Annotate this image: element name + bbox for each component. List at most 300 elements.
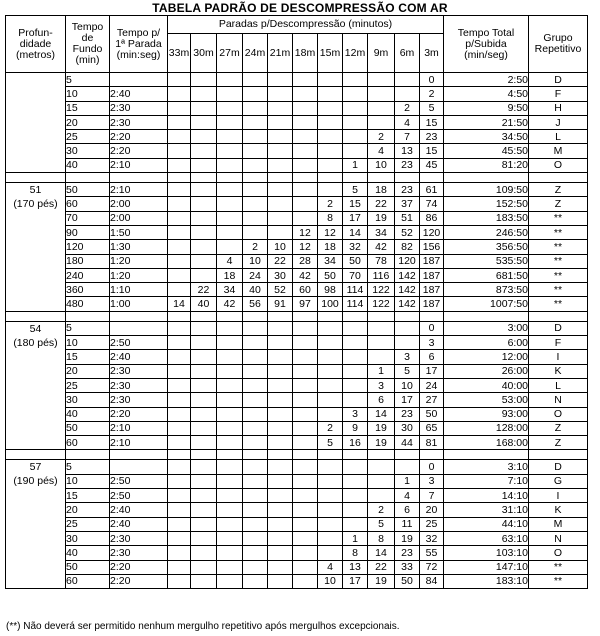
stop-cell bbox=[318, 460, 343, 474]
group-cell: ** bbox=[529, 225, 588, 239]
stop-cell: 91 bbox=[268, 297, 293, 311]
stop-cell bbox=[191, 115, 217, 129]
stop-cell bbox=[343, 144, 368, 158]
stop-cell: 23 bbox=[395, 158, 420, 172]
table-row bbox=[6, 115, 588, 129]
group-cell: ** bbox=[529, 211, 588, 225]
stop-cell: 82 bbox=[395, 240, 420, 254]
total-time-cell: 3:10 bbox=[444, 460, 529, 474]
stop-cell: 3 bbox=[395, 350, 420, 364]
stop-cell bbox=[318, 73, 343, 87]
stop-cell bbox=[168, 421, 191, 435]
total-time-cell: 14:10 bbox=[444, 489, 529, 503]
stop-cell bbox=[343, 73, 368, 87]
bottom-time-cell: 480 bbox=[66, 297, 110, 311]
stop-cell: 22 bbox=[368, 197, 395, 211]
stop-cell bbox=[191, 240, 217, 254]
group-cell: ** bbox=[529, 283, 588, 297]
stop-cell: 6 bbox=[395, 503, 420, 517]
stop-cell bbox=[293, 503, 318, 517]
first-stop-cell: 2:00 bbox=[110, 211, 168, 225]
stop-cell: 40 bbox=[191, 297, 217, 311]
stop-cell bbox=[217, 407, 243, 421]
stop-cell: 15 bbox=[420, 115, 444, 129]
group-cell: ** bbox=[529, 297, 588, 311]
stop-cell: 14 bbox=[368, 407, 395, 421]
stop-cell: 114 bbox=[343, 283, 368, 297]
stop-cell bbox=[293, 73, 318, 87]
stop-cell bbox=[217, 240, 243, 254]
table-row bbox=[6, 560, 588, 574]
header-stop-12m: 12m bbox=[343, 34, 368, 73]
bottom-time-cell: 60 bbox=[66, 197, 110, 211]
stop-cell bbox=[217, 197, 243, 211]
stop-cell: 1 bbox=[395, 474, 420, 488]
stop-cell: 142 bbox=[395, 297, 420, 311]
group-cell: D bbox=[529, 73, 588, 87]
stop-cell bbox=[293, 574, 318, 588]
stop-cell bbox=[268, 336, 293, 350]
total-time-cell: 873:50 bbox=[444, 283, 529, 297]
stop-cell: 34 bbox=[318, 254, 343, 268]
first-stop-cell: 2:40 bbox=[110, 350, 168, 364]
stop-cell: 3 bbox=[420, 474, 444, 488]
stop-cell bbox=[243, 393, 268, 407]
stop-cell bbox=[293, 197, 318, 211]
stop-cell: 116 bbox=[368, 268, 395, 282]
group-cell: K bbox=[529, 503, 588, 517]
stop-cell bbox=[343, 115, 368, 129]
total-time-cell: 152:50 bbox=[444, 197, 529, 211]
decompression-table bbox=[5, 15, 588, 589]
stop-cell bbox=[243, 531, 268, 545]
stop-cell: 32 bbox=[343, 240, 368, 254]
first-stop-cell: 2:30 bbox=[110, 531, 168, 545]
group-cell: H bbox=[529, 101, 588, 115]
group-cell: D bbox=[529, 321, 588, 335]
table-row bbox=[6, 436, 588, 450]
stop-cell bbox=[168, 364, 191, 378]
stop-cell bbox=[217, 546, 243, 560]
stop-cell bbox=[217, 73, 243, 87]
total-time-cell: 1007:50 bbox=[444, 297, 529, 311]
stop-cell: 0 bbox=[420, 321, 444, 335]
total-time-cell: 246:50 bbox=[444, 225, 529, 239]
stop-cell bbox=[343, 321, 368, 335]
stop-cell bbox=[293, 158, 318, 172]
stop-cell bbox=[268, 393, 293, 407]
stop-cell bbox=[191, 268, 217, 282]
stop-cell: 8 bbox=[318, 211, 343, 225]
stop-cell: 19 bbox=[368, 211, 395, 225]
stop-cell bbox=[268, 517, 293, 531]
depth-label: 57 bbox=[29, 461, 42, 474]
stop-cell bbox=[318, 321, 343, 335]
stop-cell bbox=[318, 517, 343, 531]
stop-cell bbox=[217, 321, 243, 335]
total-time-cell: 535:50 bbox=[444, 254, 529, 268]
group-cell: N bbox=[529, 393, 588, 407]
stop-cell bbox=[191, 197, 217, 211]
stop-cell bbox=[395, 321, 420, 335]
stop-cell bbox=[217, 101, 243, 115]
stop-cell: 120 bbox=[420, 225, 444, 239]
stop-cell: 2 bbox=[368, 130, 395, 144]
stop-cell bbox=[293, 144, 318, 158]
stop-cell bbox=[191, 378, 217, 392]
first-stop-cell: 2:30 bbox=[110, 393, 168, 407]
stop-cell bbox=[191, 101, 217, 115]
stop-cell bbox=[191, 144, 217, 158]
header-stop-24m: 24m bbox=[243, 34, 268, 73]
stop-cell bbox=[191, 393, 217, 407]
table-row bbox=[6, 421, 588, 435]
bottom-time-cell: 50 bbox=[66, 183, 110, 197]
first-stop-cell: 2:10 bbox=[110, 158, 168, 172]
stop-cell bbox=[243, 101, 268, 115]
group-cell: ** bbox=[529, 574, 588, 588]
stop-cell: 19 bbox=[395, 531, 420, 545]
stop-cell: 5 bbox=[395, 364, 420, 378]
stop-cell bbox=[191, 321, 217, 335]
group-cell: ** bbox=[529, 254, 588, 268]
stop-cell bbox=[368, 101, 395, 115]
stop-cell bbox=[343, 393, 368, 407]
table-row bbox=[6, 321, 588, 335]
stop-cell bbox=[168, 350, 191, 364]
stop-cell bbox=[243, 115, 268, 129]
stop-cell: 142 bbox=[395, 283, 420, 297]
stop-cell bbox=[293, 87, 318, 101]
stop-cell: 81 bbox=[420, 436, 444, 450]
bottom-time-cell: 20 bbox=[66, 364, 110, 378]
stop-cell: 19 bbox=[368, 574, 395, 588]
stop-cell bbox=[343, 489, 368, 503]
stop-cell bbox=[217, 225, 243, 239]
table-row bbox=[6, 393, 588, 407]
first-stop-cell: 2:50 bbox=[110, 474, 168, 488]
first-stop-cell: 2:20 bbox=[110, 407, 168, 421]
stop-cell bbox=[168, 115, 191, 129]
header-stop-3m: 3m bbox=[420, 34, 444, 73]
header-stop-21m: 21m bbox=[268, 34, 293, 73]
stop-cell: 14 bbox=[343, 225, 368, 239]
stop-cell bbox=[293, 460, 318, 474]
group-cell: N bbox=[529, 531, 588, 545]
table-row bbox=[6, 73, 588, 87]
stop-cell bbox=[217, 460, 243, 474]
stop-cell: 10 bbox=[395, 378, 420, 392]
stop-cell: 156 bbox=[420, 240, 444, 254]
first-stop-cell: 2:30 bbox=[110, 546, 168, 560]
stop-cell bbox=[293, 489, 318, 503]
stop-cell bbox=[243, 321, 268, 335]
stop-cell: 84 bbox=[420, 574, 444, 588]
first-stop-cell: 2:20 bbox=[110, 560, 168, 574]
stop-cell bbox=[168, 336, 191, 350]
stop-cell: 61 bbox=[420, 183, 444, 197]
stop-cell bbox=[368, 489, 395, 503]
depth-cell bbox=[6, 460, 66, 589]
stop-cell bbox=[268, 158, 293, 172]
table-row bbox=[6, 350, 588, 364]
stop-cell: 22 bbox=[368, 560, 395, 574]
stop-cell bbox=[268, 364, 293, 378]
stop-cell bbox=[243, 503, 268, 517]
stop-cell: 23 bbox=[395, 183, 420, 197]
total-time-cell: 34:50 bbox=[444, 130, 529, 144]
stop-cell: 6 bbox=[368, 393, 395, 407]
stop-cell bbox=[318, 130, 343, 144]
stop-cell bbox=[243, 130, 268, 144]
stop-cell: 8 bbox=[368, 531, 395, 545]
stop-cell: 3 bbox=[343, 407, 368, 421]
stop-cell bbox=[268, 531, 293, 545]
stop-cell bbox=[318, 378, 343, 392]
stop-cell bbox=[268, 407, 293, 421]
stop-cell bbox=[168, 283, 191, 297]
table-row bbox=[6, 211, 588, 225]
header-bottom-time: Tempo de Fundo (min) bbox=[66, 16, 110, 73]
table-row bbox=[6, 517, 588, 531]
stop-cell: 4 bbox=[395, 115, 420, 129]
stop-cell bbox=[293, 115, 318, 129]
stop-cell: 19 bbox=[368, 436, 395, 450]
stop-cell: 23 bbox=[395, 546, 420, 560]
stop-cell: 15 bbox=[343, 197, 368, 211]
stop-cell bbox=[191, 130, 217, 144]
stop-cell bbox=[168, 158, 191, 172]
stop-cell bbox=[243, 407, 268, 421]
first-stop-cell: 1:30 bbox=[110, 240, 168, 254]
stop-cell bbox=[217, 378, 243, 392]
stop-cell bbox=[268, 546, 293, 560]
stop-cell bbox=[395, 460, 420, 474]
stop-cell: 15 bbox=[420, 144, 444, 158]
stop-cell: 10 bbox=[243, 254, 268, 268]
depth-label: (190 pés) bbox=[13, 475, 58, 488]
bottom-time-cell: 25 bbox=[66, 378, 110, 392]
total-time-cell: 63:10 bbox=[444, 531, 529, 545]
stop-cell: 5 bbox=[368, 517, 395, 531]
stop-cell bbox=[268, 101, 293, 115]
stop-cell: 45 bbox=[420, 158, 444, 172]
stop-cell bbox=[191, 336, 217, 350]
stop-cell bbox=[168, 254, 191, 268]
stop-cell bbox=[293, 531, 318, 545]
total-time-cell: 44:10 bbox=[444, 517, 529, 531]
stop-cell bbox=[343, 350, 368, 364]
first-stop-cell: 2:50 bbox=[110, 336, 168, 350]
stop-cell bbox=[268, 503, 293, 517]
total-time-cell: 31:10 bbox=[444, 503, 529, 517]
stop-cell: 4 bbox=[217, 254, 243, 268]
bottom-time-cell: 70 bbox=[66, 211, 110, 225]
stop-cell: 30 bbox=[268, 268, 293, 282]
stop-cell bbox=[368, 474, 395, 488]
stop-cell bbox=[243, 87, 268, 101]
stop-cell: 24 bbox=[243, 268, 268, 282]
stop-cell: 27 bbox=[420, 393, 444, 407]
stop-cell bbox=[217, 503, 243, 517]
bottom-time-cell: 40 bbox=[66, 546, 110, 560]
stop-cell bbox=[243, 183, 268, 197]
stop-cell bbox=[268, 460, 293, 474]
bottom-time-cell: 40 bbox=[66, 158, 110, 172]
stop-cell bbox=[191, 87, 217, 101]
stop-cell bbox=[191, 73, 217, 87]
first-stop-cell: 2:40 bbox=[110, 517, 168, 531]
section-spacer bbox=[6, 311, 588, 321]
stop-cell bbox=[168, 144, 191, 158]
bottom-time-cell: 10 bbox=[66, 336, 110, 350]
group-cell: G bbox=[529, 474, 588, 488]
bottom-time-cell: 50 bbox=[66, 560, 110, 574]
stop-cell bbox=[243, 489, 268, 503]
stop-cell bbox=[191, 503, 217, 517]
header-stops-group: Paradas p/Descompressão (minutos) bbox=[168, 16, 444, 34]
stop-cell: 56 bbox=[243, 297, 268, 311]
stop-cell bbox=[268, 115, 293, 129]
total-time-cell: 3:00 bbox=[444, 321, 529, 335]
stop-cell bbox=[243, 574, 268, 588]
stop-cell: 74 bbox=[420, 197, 444, 211]
stop-cell: 6 bbox=[420, 350, 444, 364]
stop-cell bbox=[217, 436, 243, 450]
table-row bbox=[6, 183, 588, 197]
stop-cell bbox=[243, 378, 268, 392]
stop-cell bbox=[191, 517, 217, 531]
stop-cell bbox=[243, 144, 268, 158]
stop-cell bbox=[191, 489, 217, 503]
stop-cell bbox=[268, 421, 293, 435]
stop-cell bbox=[368, 115, 395, 129]
stop-cell: 42 bbox=[293, 268, 318, 282]
stop-cell: 23 bbox=[395, 407, 420, 421]
stop-cell bbox=[168, 101, 191, 115]
stop-cell bbox=[243, 364, 268, 378]
total-time-cell: 356:50 bbox=[444, 240, 529, 254]
table-row bbox=[6, 489, 588, 503]
stop-cell bbox=[168, 73, 191, 87]
stop-cell bbox=[217, 211, 243, 225]
stop-cell bbox=[318, 350, 343, 364]
stop-cell bbox=[168, 460, 191, 474]
stop-cell bbox=[168, 211, 191, 225]
total-time-cell: 183:10 bbox=[444, 574, 529, 588]
bottom-time-cell: 15 bbox=[66, 350, 110, 364]
stop-cell bbox=[368, 321, 395, 335]
stop-cell: 30 bbox=[395, 421, 420, 435]
stop-cell bbox=[168, 560, 191, 574]
group-cell: L bbox=[529, 378, 588, 392]
first-stop-cell: 2:10 bbox=[110, 421, 168, 435]
stop-cell bbox=[217, 130, 243, 144]
stop-cell: 70 bbox=[343, 268, 368, 282]
group-cell: O bbox=[529, 546, 588, 560]
stop-cell bbox=[343, 474, 368, 488]
stop-cell bbox=[168, 197, 191, 211]
stop-cell bbox=[217, 144, 243, 158]
stop-cell bbox=[293, 183, 318, 197]
depth-label: 51 bbox=[29, 184, 42, 197]
stop-cell bbox=[318, 489, 343, 503]
stop-cell: 3 bbox=[420, 336, 444, 350]
table-row bbox=[6, 144, 588, 158]
stop-cell bbox=[293, 517, 318, 531]
stop-cell: 12 bbox=[293, 240, 318, 254]
stop-cell bbox=[318, 364, 343, 378]
first-stop-cell: 2:10 bbox=[110, 436, 168, 450]
stop-cell bbox=[243, 336, 268, 350]
stop-cell bbox=[217, 421, 243, 435]
bottom-time-cell: 360 bbox=[66, 283, 110, 297]
stop-cell bbox=[395, 73, 420, 87]
stop-cell bbox=[217, 531, 243, 545]
stop-cell bbox=[168, 517, 191, 531]
stop-cell bbox=[293, 407, 318, 421]
group-cell: M bbox=[529, 144, 588, 158]
stop-cell bbox=[217, 489, 243, 503]
table-row bbox=[6, 197, 588, 211]
stop-cell bbox=[243, 225, 268, 239]
stop-cell bbox=[243, 211, 268, 225]
stop-cell bbox=[268, 183, 293, 197]
stop-cell bbox=[217, 336, 243, 350]
stop-cell: 23 bbox=[420, 130, 444, 144]
stop-cell bbox=[168, 503, 191, 517]
stop-cell bbox=[368, 350, 395, 364]
total-time-cell: 147:10 bbox=[444, 560, 529, 574]
stop-cell bbox=[191, 460, 217, 474]
first-stop-cell bbox=[110, 460, 168, 474]
stop-cell: 142 bbox=[395, 268, 420, 282]
stop-cell bbox=[318, 474, 343, 488]
stop-cell bbox=[217, 183, 243, 197]
stop-cell: 42 bbox=[368, 240, 395, 254]
stop-cell: 55 bbox=[420, 546, 444, 560]
table-row bbox=[6, 101, 588, 115]
group-cell: Z bbox=[529, 183, 588, 197]
stop-cell bbox=[293, 421, 318, 435]
stop-cell bbox=[217, 560, 243, 574]
stop-cell: 18 bbox=[318, 240, 343, 254]
depth-label: 54 bbox=[29, 322, 42, 335]
total-time-cell: 40:00 bbox=[444, 378, 529, 392]
stop-cell: 187 bbox=[420, 254, 444, 268]
depth-cell bbox=[6, 321, 66, 450]
table-row bbox=[6, 254, 588, 268]
stop-cell bbox=[217, 350, 243, 364]
bottom-time-cell: 5 bbox=[66, 460, 110, 474]
stop-cell bbox=[243, 158, 268, 172]
bottom-time-cell: 90 bbox=[66, 225, 110, 239]
stop-cell bbox=[318, 546, 343, 560]
group-cell: L bbox=[529, 130, 588, 144]
stop-cell: 7 bbox=[395, 130, 420, 144]
stop-cell bbox=[168, 574, 191, 588]
first-stop-cell: 2:00 bbox=[110, 197, 168, 211]
first-stop-cell: 1:20 bbox=[110, 268, 168, 282]
stop-cell: 187 bbox=[420, 283, 444, 297]
bottom-time-cell: 240 bbox=[66, 268, 110, 282]
stop-cell: 12 bbox=[318, 225, 343, 239]
total-time-cell: 12:00 bbox=[444, 350, 529, 364]
stop-cell bbox=[368, 460, 395, 474]
group-cell: ** bbox=[529, 268, 588, 282]
depth-label: (170 pés) bbox=[13, 198, 58, 211]
stop-cell: 20 bbox=[420, 503, 444, 517]
